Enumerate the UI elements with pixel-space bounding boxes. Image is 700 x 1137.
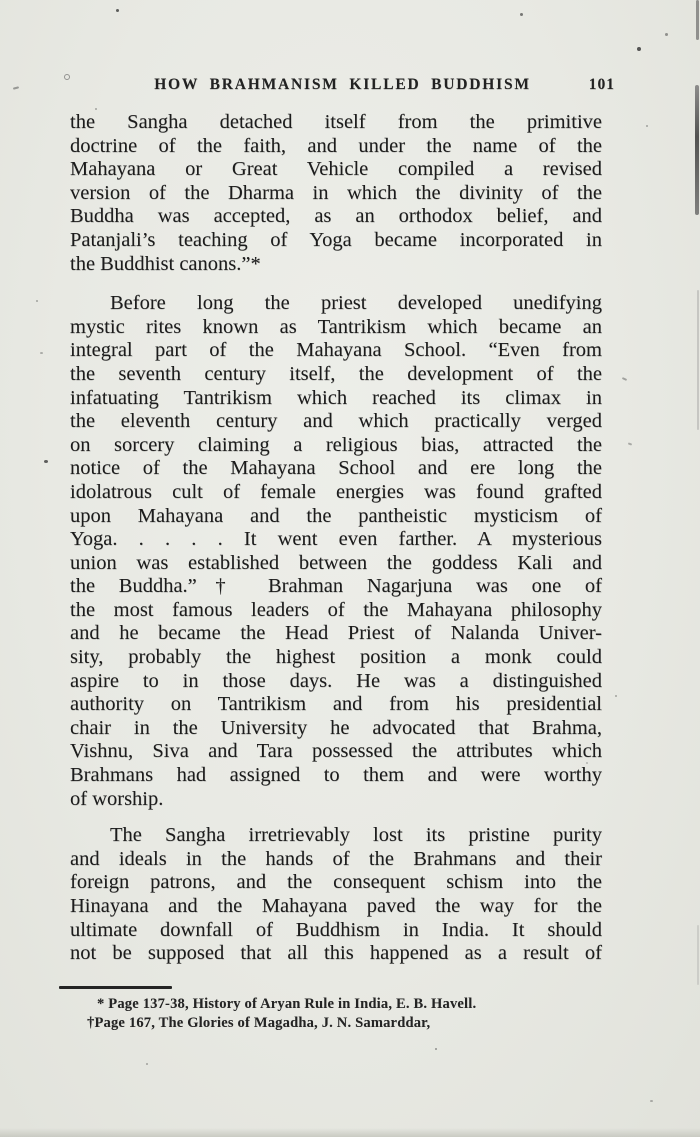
text-line: chair in the University he advocated that Brahma, bbox=[70, 716, 602, 739]
text-line: infatuating Tantrikism which reached its climax in bbox=[70, 386, 602, 409]
text-line: Hinayana and the Mahayana paved the way for the bbox=[70, 895, 602, 917]
footnote: * Page 137-38, History of Aryan Rule in India, E. B. Havell. bbox=[97, 996, 477, 1012]
text-line: Vishnu, Siva and Tara possessed the attributes which bbox=[70, 740, 602, 763]
text-line: Brahmans had assigned to them and were worthy bbox=[70, 764, 602, 787]
text-line: Buddha was accepted, as an orthodox belief, and bbox=[70, 205, 602, 228]
scan-speck bbox=[435, 1048, 437, 1050]
scan-speck bbox=[628, 442, 632, 445]
page-edge-shadow bbox=[697, 925, 699, 985]
scan-speck bbox=[146, 1063, 148, 1065]
scan-speck bbox=[650, 1100, 653, 1102]
text-line: mystic rites known as Tantrikism which became an bbox=[70, 315, 602, 338]
text-line: not be supposed that all this happened as a result of bbox=[70, 942, 602, 965]
text-line: the Buddha.”† Brahman Nagarjuna was one of bbox=[70, 575, 602, 598]
text-line: the Sangha detached itself from the primitive bbox=[70, 111, 602, 133]
scan-speck bbox=[64, 74, 70, 80]
scan-speck bbox=[646, 125, 648, 127]
footnotes bbox=[70, 995, 610, 1032]
page-edge-shadow bbox=[696, 0, 699, 40]
scan-speck bbox=[116, 9, 119, 12]
scan-speck bbox=[520, 13, 523, 16]
text-line: upon Mahayana and the pantheistic mysticism of bbox=[70, 504, 602, 527]
scan-speck bbox=[44, 460, 48, 463]
scan-speck bbox=[615, 695, 617, 697]
scan-speck bbox=[13, 86, 19, 89]
scan-speck bbox=[36, 300, 38, 302]
text-line: the seventh century itself, the development of the bbox=[70, 362, 602, 385]
body-text bbox=[70, 111, 602, 966]
page-header bbox=[70, 76, 615, 96]
text-line: the eleventh century and which practically verged bbox=[70, 410, 602, 433]
text-line: aspire to in those days. He was a distinguished bbox=[70, 669, 602, 692]
text-line: Mahayana or Great Vehicle compiled a revised bbox=[70, 158, 602, 181]
text-line: on sorcery claiming a religious bias, attracted the bbox=[70, 433, 602, 456]
paragraph bbox=[70, 292, 602, 811]
running-title: HOW BRAHMANISM KILLED BUDDHISM bbox=[154, 76, 531, 93]
text-line: the Buddhist canons.”* bbox=[70, 252, 261, 275]
scan-speck bbox=[95, 108, 97, 110]
scan-speck bbox=[40, 352, 43, 354]
text-line: and ideals in the hands of the Brahmans and their bbox=[70, 847, 602, 870]
text-line: authority on Tantrikism and from his presidential bbox=[70, 693, 602, 716]
text-line: notice of the Mahayana School and ere long the bbox=[70, 457, 602, 480]
paragraph bbox=[70, 111, 602, 276]
text-line: ultimate downfall of Buddhism in India. It should bbox=[70, 918, 602, 941]
page-edge-shadow bbox=[0, 1128, 700, 1137]
text-line: foreign patrons, and the consequent schism into the bbox=[70, 871, 602, 894]
text-line: version of the Dharma in which the divinity of the bbox=[70, 181, 602, 204]
scan-speck bbox=[637, 47, 641, 51]
text-line: doctrine of the faith, and under the name of the bbox=[70, 134, 602, 157]
text-line: sity, probably the highest position a monk could bbox=[70, 646, 602, 669]
text-line: Before long the priest developed unedifying bbox=[110, 292, 602, 315]
text-line: Yoga. . . . . It went even farther. A mysterious bbox=[70, 528, 602, 551]
page-number: 101 bbox=[588, 76, 615, 93]
footnote: †Page 167, The Glories of Magadha, J. N. Samarddar, bbox=[87, 1014, 431, 1031]
text-line: The Sangha irretrievably lost its pristine purity bbox=[110, 824, 602, 847]
scan-speck bbox=[665, 33, 668, 36]
text-line: Patanjali’s teaching of Yoga became incorporated in bbox=[70, 228, 602, 251]
footnote-divider bbox=[59, 986, 172, 989]
scan-speck bbox=[622, 377, 627, 381]
paragraph bbox=[70, 824, 602, 966]
page-edge-shadow bbox=[697, 290, 699, 430]
text-line: union was established between the goddess Kali and bbox=[70, 551, 602, 574]
text-line: idolatrous cult of female energies was found grafted bbox=[70, 480, 602, 503]
text-line: and he became the Head Priest of Nalanda Univer- bbox=[70, 622, 602, 645]
scan-speck bbox=[586, 762, 588, 764]
text-line: of worship. bbox=[70, 787, 164, 810]
text-line: the most famous leaders of the Mahayana philosophy bbox=[70, 598, 602, 621]
page-edge-shadow bbox=[695, 85, 699, 215]
text-line: integral part of the Mahayana School. “Even from bbox=[70, 339, 602, 362]
